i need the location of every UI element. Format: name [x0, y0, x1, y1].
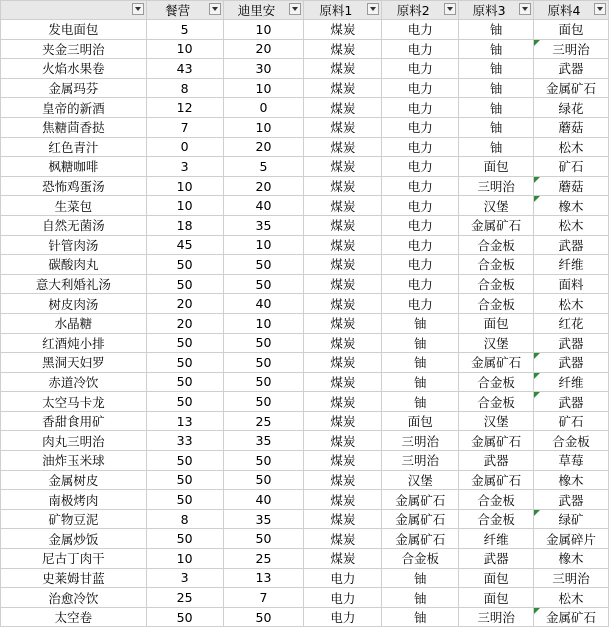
table-cell[interactable]: 10 — [146, 196, 223, 216]
table-row — [1, 20, 609, 40]
table-cell[interactable]: 煤炭 — [304, 20, 382, 40]
table-cell[interactable]: 纤维 — [459, 529, 534, 549]
column-header-label: 原料4 — [547, 3, 581, 18]
item-name-cell[interactable]: 肉丸三明治 — [1, 431, 147, 451]
table-cell[interactable]: 13 — [146, 411, 223, 431]
table-cell[interactable]: 50 — [146, 333, 223, 353]
table-cell[interactable]: 50 — [223, 470, 304, 490]
table-cell[interactable]: 三明治 — [459, 176, 534, 196]
table-cell[interactable]: 电力 — [382, 137, 459, 157]
table-cell[interactable]: 电力 — [382, 215, 459, 235]
item-name-cell[interactable]: 金属树皮 — [1, 470, 147, 490]
table-row — [1, 313, 609, 333]
table-row — [1, 588, 609, 608]
table-cell[interactable]: 煤炭 — [304, 451, 382, 471]
table-cell[interactable]: 纤维 — [534, 255, 609, 275]
table-cell[interactable]: 7 — [146, 117, 223, 137]
table-cell[interactable]: 50 — [223, 255, 304, 275]
table-row — [1, 509, 609, 529]
table-row — [1, 59, 609, 79]
table-row — [1, 549, 609, 569]
table-cell[interactable]: 35 — [223, 509, 304, 529]
table-cell[interactable]: 25 — [146, 588, 223, 608]
filter-dropdown-icon[interactable] — [444, 3, 456, 15]
comment-marker-icon — [534, 177, 540, 183]
table-cell[interactable]: 合金板 — [459, 294, 534, 314]
table-cell[interactable]: 橡木 — [534, 549, 609, 569]
table-cell[interactable]: 5 — [223, 157, 304, 177]
item-name-cell[interactable]: 金属炒饭 — [1, 529, 147, 549]
table-cell[interactable]: 10 — [223, 117, 304, 137]
table-cell[interactable]: 0 — [223, 98, 304, 118]
item-name-cell[interactable]: 火焰水果卷 — [1, 59, 147, 79]
table-row — [1, 117, 609, 137]
table-cell[interactable]: 铀 — [382, 568, 459, 588]
table-cell[interactable]: 煤炭 — [304, 294, 382, 314]
table-cell[interactable]: 煤炭 — [304, 470, 382, 490]
table-cell[interactable]: 20 — [223, 176, 304, 196]
table-cell[interactable]: 50 — [146, 255, 223, 275]
table-row — [1, 274, 609, 294]
table-row — [1, 78, 609, 98]
table-cell[interactable]: 金属矿石 — [534, 607, 609, 627]
header-row-group — [1, 1, 609, 20]
table-cell[interactable]: 金属矿石 — [459, 470, 534, 490]
table-cell[interactable]: 武器 — [459, 451, 534, 471]
table-cell[interactable]: 25 — [223, 549, 304, 569]
item-name-cell[interactable]: 焦糖茴香挞 — [1, 117, 147, 137]
table-row — [1, 98, 609, 118]
item-name-cell[interactable]: 红色青汁 — [1, 137, 147, 157]
table-cell[interactable]: 煤炭 — [304, 353, 382, 373]
table-cell[interactable]: 煤炭 — [304, 176, 382, 196]
filter-dropdown-icon[interactable] — [367, 3, 379, 15]
table-cell[interactable]: 33 — [146, 431, 223, 451]
table-cell[interactable]: 10 — [223, 20, 304, 40]
table-row — [1, 568, 609, 588]
table-row — [1, 607, 609, 627]
item-name-cell[interactable]: 尼古丁肉干 — [1, 549, 147, 569]
item-name-cell[interactable]: 金属玛芬 — [1, 78, 147, 98]
table-cell[interactable]: 面包 — [459, 313, 534, 333]
table-cell[interactable]: 面包 — [459, 568, 534, 588]
table-cell[interactable]: 40 — [223, 490, 304, 510]
table-cell[interactable]: 煤炭 — [304, 509, 382, 529]
table-cell[interactable]: 金属矿石 — [382, 509, 459, 529]
table-cell[interactable]: 50 — [146, 353, 223, 373]
table-row — [1, 431, 609, 451]
table-row — [1, 451, 609, 471]
item-name-cell[interactable]: 水晶糖 — [1, 313, 147, 333]
table-cell[interactable]: 松木 — [534, 215, 609, 235]
table-cell[interactable]: 金属矿石 — [459, 431, 534, 451]
item-name-cell[interactable]: 碳酸肉丸 — [1, 255, 147, 275]
table-cell[interactable]: 煤炭 — [304, 196, 382, 216]
table-cell[interactable]: 草莓 — [534, 451, 609, 471]
table-cell[interactable]: 10 — [146, 549, 223, 569]
item-name-cell[interactable]: 太空卷 — [1, 607, 147, 627]
table-row — [1, 137, 609, 157]
table-cell[interactable]: 35 — [223, 215, 304, 235]
column-header-3[interactable] — [304, 1, 382, 20]
item-name-cell[interactable]: 黑洞天妇罗 — [1, 353, 147, 373]
table-cell[interactable]: 铀 — [382, 372, 459, 392]
table-cell[interactable]: 铀 — [459, 20, 534, 40]
comment-marker-icon — [534, 392, 540, 398]
table-cell[interactable]: 电力 — [382, 235, 459, 255]
table-cell[interactable]: 电力 — [304, 607, 382, 627]
table-cell[interactable]: 50 — [146, 274, 223, 294]
item-name-cell[interactable]: 矿物豆泥 — [1, 509, 147, 529]
table-cell[interactable]: 蘑菇 — [534, 176, 609, 196]
comment-marker-icon — [534, 373, 540, 379]
table-row — [1, 196, 609, 216]
table-cell[interactable]: 铀 — [459, 117, 534, 137]
table-row — [1, 411, 609, 431]
table-cell[interactable]: 绿花 — [534, 98, 609, 118]
item-name-cell[interactable]: 太空马卡龙 — [1, 392, 147, 412]
table-cell[interactable]: 汉堡 — [459, 333, 534, 353]
table-cell[interactable]: 煤炭 — [304, 117, 382, 137]
filter-dropdown-icon[interactable] — [289, 3, 301, 15]
table-cell[interactable]: 电力 — [382, 39, 459, 59]
table-cell[interactable]: 面包 — [382, 411, 459, 431]
table-cell[interactable]: 10 — [146, 39, 223, 59]
table-cell[interactable]: 煤炭 — [304, 549, 382, 569]
table-cell[interactable]: 电力 — [382, 274, 459, 294]
table-cell[interactable]: 金属矿石 — [459, 353, 534, 373]
table-cell[interactable]: 合金板 — [534, 431, 609, 451]
table-cell[interactable]: 10 — [223, 235, 304, 255]
table-row — [1, 39, 609, 59]
item-name-cell[interactable]: 自然无菌汤 — [1, 215, 147, 235]
table-row — [1, 333, 609, 353]
item-name-cell[interactable]: 意大利婚礼汤 — [1, 274, 147, 294]
comment-marker-icon — [534, 353, 540, 359]
table-cell[interactable]: 金属矿石 — [382, 529, 459, 549]
table-cell[interactable]: 铀 — [382, 353, 459, 373]
table-cell[interactable]: 合金板 — [459, 372, 534, 392]
table-cell[interactable]: 武器 — [534, 235, 609, 255]
table-row — [1, 529, 609, 549]
table-cell[interactable]: 武器 — [459, 549, 534, 569]
table-cell[interactable]: 合金板 — [382, 549, 459, 569]
table-cell[interactable]: 煤炭 — [304, 392, 382, 412]
table-cell[interactable]: 35 — [223, 431, 304, 451]
table-cell[interactable]: 50 — [146, 392, 223, 412]
item-name-cell[interactable]: 油炸玉米球 — [1, 451, 147, 471]
table-cell[interactable]: 电力 — [382, 294, 459, 314]
table-cell[interactable]: 橡木 — [534, 196, 609, 216]
table-cell[interactable]: 40 — [223, 294, 304, 314]
table-cell[interactable]: 铀 — [459, 98, 534, 118]
table-cell[interactable]: 汉堡 — [459, 411, 534, 431]
table-cell[interactable]: 汉堡 — [459, 196, 534, 216]
table-cell[interactable]: 面包 — [459, 157, 534, 177]
table-cell[interactable]: 矿石 — [534, 157, 609, 177]
table-cell[interactable]: 红花 — [534, 313, 609, 333]
table-cell[interactable]: 合金板 — [459, 235, 534, 255]
table-cell[interactable]: 5 — [146, 20, 223, 40]
column-header-label: 原料2 — [396, 3, 430, 18]
table-cell[interactable]: 电力 — [382, 59, 459, 79]
table-cell[interactable]: 煤炭 — [304, 274, 382, 294]
item-name-cell[interactable]: 治愈冷饮 — [1, 588, 147, 608]
table-row — [1, 157, 609, 177]
item-name-cell[interactable]: 生菜包 — [1, 196, 147, 216]
table-cell[interactable]: 武器 — [534, 353, 609, 373]
item-name-cell[interactable]: 夹金三明治 — [1, 39, 147, 59]
comment-marker-icon — [534, 40, 540, 46]
table-cell[interactable]: 电力 — [304, 588, 382, 608]
item-name-cell[interactable]: 针管肉汤 — [1, 235, 147, 255]
table-cell[interactable]: 3 — [146, 568, 223, 588]
item-name-cell[interactable]: 树皮肉汤 — [1, 294, 147, 314]
table-cell[interactable]: 金属碎片 — [534, 529, 609, 549]
table-cell[interactable]: 电力 — [382, 176, 459, 196]
table-cell[interactable]: 煤炭 — [304, 39, 382, 59]
item-name-cell[interactable]: 赤道冷饮 — [1, 372, 147, 392]
table-cell[interactable]: 煤炭 — [304, 235, 382, 255]
table-cell[interactable]: 电力 — [382, 255, 459, 275]
table-cell[interactable]: 煤炭 — [304, 98, 382, 118]
table-cell[interactable]: 45 — [146, 235, 223, 255]
table-cell[interactable]: 煤炭 — [304, 431, 382, 451]
table-cell[interactable]: 铀 — [382, 607, 459, 627]
table-cell[interactable]: 0 — [146, 137, 223, 157]
table-cell[interactable]: 铀 — [382, 333, 459, 353]
table-row — [1, 490, 609, 510]
table-cell[interactable]: 10 — [223, 313, 304, 333]
table-cell[interactable]: 50 — [223, 529, 304, 549]
table-cell[interactable]: 金属矿石 — [382, 490, 459, 510]
table-cell[interactable]: 铀 — [459, 78, 534, 98]
table-cell[interactable]: 汉堡 — [382, 470, 459, 490]
table-cell[interactable]: 50 — [146, 470, 223, 490]
table-cell[interactable]: 煤炭 — [304, 411, 382, 431]
table-row — [1, 294, 609, 314]
table-row — [1, 235, 609, 255]
table-cell[interactable]: 松木 — [534, 294, 609, 314]
column-header-5[interactable] — [459, 1, 534, 20]
table-row — [1, 215, 609, 235]
table-row — [1, 353, 609, 373]
table-cell[interactable]: 30 — [223, 59, 304, 79]
table-cell[interactable]: 矿石 — [534, 411, 609, 431]
table-cell[interactable]: 铀 — [382, 313, 459, 333]
table-cell[interactable]: 3 — [146, 157, 223, 177]
table-cell[interactable]: 电力 — [382, 157, 459, 177]
table-cell[interactable]: 电力 — [382, 20, 459, 40]
header-row — [1, 1, 609, 20]
table-cell[interactable]: 松木 — [534, 137, 609, 157]
table-cell[interactable]: 合金板 — [459, 255, 534, 275]
item-name-cell[interactable]: 恐怖鸡蛋汤 — [1, 176, 147, 196]
table-cell[interactable]: 50 — [223, 333, 304, 353]
column-header-label: 迪里安 — [237, 3, 276, 18]
item-name-cell[interactable]: 史莱姆甘蓝 — [1, 568, 147, 588]
table-cell[interactable]: 煤炭 — [304, 333, 382, 353]
table-cell[interactable]: 金属矿石 — [534, 78, 609, 98]
table-row — [1, 372, 609, 392]
table-cell[interactable]: 煤炭 — [304, 157, 382, 177]
table-cell[interactable]: 武器 — [534, 490, 609, 510]
table-row — [1, 470, 609, 490]
table-cell[interactable]: 10 — [146, 176, 223, 196]
item-name-cell[interactable]: 红酒炖小排 — [1, 333, 147, 353]
table-cell[interactable]: 煤炭 — [304, 372, 382, 392]
table-cell[interactable]: 电力 — [382, 117, 459, 137]
table-cell[interactable]: 50 — [223, 392, 304, 412]
table-cell[interactable]: 三明治 — [459, 607, 534, 627]
table-cell[interactable]: 50 — [146, 607, 223, 627]
table-cell[interactable]: 43 — [146, 59, 223, 79]
table-cell[interactable]: 武器 — [534, 392, 609, 412]
table-cell[interactable]: 50 — [223, 372, 304, 392]
table-cell[interactable]: 电力 — [382, 78, 459, 98]
table-cell[interactable]: 面料 — [534, 274, 609, 294]
table-cell[interactable]: 三明治 — [382, 431, 459, 451]
table-cell[interactable]: 50 — [223, 607, 304, 627]
item-name-cell[interactable]: 枫糖咖啡 — [1, 157, 147, 177]
table-cell[interactable]: 煤炭 — [304, 59, 382, 79]
table-cell[interactable]: 煤炭 — [304, 215, 382, 235]
table-cell[interactable]: 合金板 — [459, 509, 534, 529]
table-cell[interactable]: 40 — [223, 196, 304, 216]
table-cell[interactable]: 三明治 — [534, 568, 609, 588]
column-header-4[interactable] — [382, 1, 459, 20]
column-header-2[interactable] — [223, 1, 304, 20]
item-name-cell[interactable]: 香甜食用矿 — [1, 411, 147, 431]
filter-dropdown-icon[interactable] — [209, 3, 221, 15]
table-cell[interactable]: 面包 — [534, 20, 609, 40]
table-cell[interactable]: 蘑菇 — [534, 117, 609, 137]
table-cell[interactable]: 12 — [146, 98, 223, 118]
column-header-0[interactable] — [1, 1, 147, 20]
table-cell[interactable]: 20 — [223, 39, 304, 59]
table-row — [1, 176, 609, 196]
column-header-1[interactable] — [146, 1, 223, 20]
table-cell[interactable]: 50 — [146, 451, 223, 471]
table-cell[interactable]: 18 — [146, 215, 223, 235]
table-cell[interactable]: 50 — [223, 274, 304, 294]
column-header-6[interactable] — [534, 1, 609, 20]
table-cell[interactable]: 松木 — [534, 588, 609, 608]
table-cell[interactable]: 50 — [223, 451, 304, 471]
table-cell[interactable]: 50 — [223, 353, 304, 373]
column-header-label: 餐营 — [165, 3, 191, 18]
table-cell[interactable]: 20 — [223, 137, 304, 157]
table-cell[interactable]: 三明治 — [382, 451, 459, 471]
table-cell[interactable]: 7 — [223, 588, 304, 608]
table-cell[interactable]: 煤炭 — [304, 313, 382, 333]
table-cell[interactable]: 煤炭 — [304, 529, 382, 549]
table-cell[interactable]: 铀 — [459, 59, 534, 79]
table-cell[interactable]: 20 — [146, 294, 223, 314]
column-header-label: 原料1 — [319, 3, 353, 18]
table-cell[interactable]: 13 — [223, 568, 304, 588]
table-cell[interactable]: 铀 — [382, 588, 459, 608]
table-cell[interactable]: 煤炭 — [304, 255, 382, 275]
table-cell[interactable]: 铀 — [459, 39, 534, 59]
table-cell[interactable]: 武器 — [534, 333, 609, 353]
table-cell[interactable]: 煤炭 — [304, 78, 382, 98]
item-name-cell[interactable]: 皇帝的新酒 — [1, 98, 147, 118]
table-cell[interactable]: 10 — [223, 78, 304, 98]
table-cell[interactable]: 金属矿石 — [459, 215, 534, 235]
table-cell[interactable]: 电力 — [382, 196, 459, 216]
table-cell[interactable]: 8 — [146, 78, 223, 98]
table-cell[interactable]: 50 — [146, 529, 223, 549]
table-row — [1, 392, 609, 412]
table-cell[interactable]: 电力 — [304, 568, 382, 588]
table-cell[interactable]: 25 — [223, 411, 304, 431]
table-cell[interactable]: 面包 — [459, 588, 534, 608]
table-cell[interactable]: 电力 — [382, 98, 459, 118]
table-cell[interactable]: 武器 — [534, 59, 609, 79]
table-cell[interactable]: 三明治 — [534, 39, 609, 59]
table-cell[interactable]: 合金板 — [459, 392, 534, 412]
table-cell[interactable]: 铀 — [382, 392, 459, 412]
table-cell[interactable]: 煤炭 — [304, 137, 382, 157]
table-cell[interactable]: 50 — [146, 490, 223, 510]
table-cell[interactable]: 8 — [146, 509, 223, 529]
table-cell[interactable]: 煤炭 — [304, 490, 382, 510]
filter-dropdown-icon[interactable] — [519, 3, 531, 15]
table-cell[interactable]: 合金板 — [459, 274, 534, 294]
item-name-cell[interactable]: 南极烤肉 — [1, 490, 147, 510]
table-cell[interactable]: 纤维 — [534, 372, 609, 392]
table-cell[interactable]: 橡木 — [534, 470, 609, 490]
table-cell[interactable]: 绿矿 — [534, 509, 609, 529]
table-cell[interactable]: 50 — [146, 372, 223, 392]
table-cell[interactable]: 合金板 — [459, 490, 534, 510]
comment-marker-icon — [534, 510, 540, 516]
comment-marker-icon — [534, 196, 540, 202]
item-name-cell[interactable]: 发电面包 — [1, 20, 147, 40]
comment-marker-icon — [534, 608, 540, 614]
column-header-label: 原料3 — [472, 3, 506, 18]
filter-dropdown-icon[interactable] — [594, 3, 606, 15]
table-cell[interactable]: 铀 — [459, 137, 534, 157]
table-row — [1, 255, 609, 275]
table-cell[interactable]: 20 — [146, 313, 223, 333]
table-body — [1, 20, 609, 627]
filter-dropdown-icon[interactable] — [132, 3, 144, 15]
